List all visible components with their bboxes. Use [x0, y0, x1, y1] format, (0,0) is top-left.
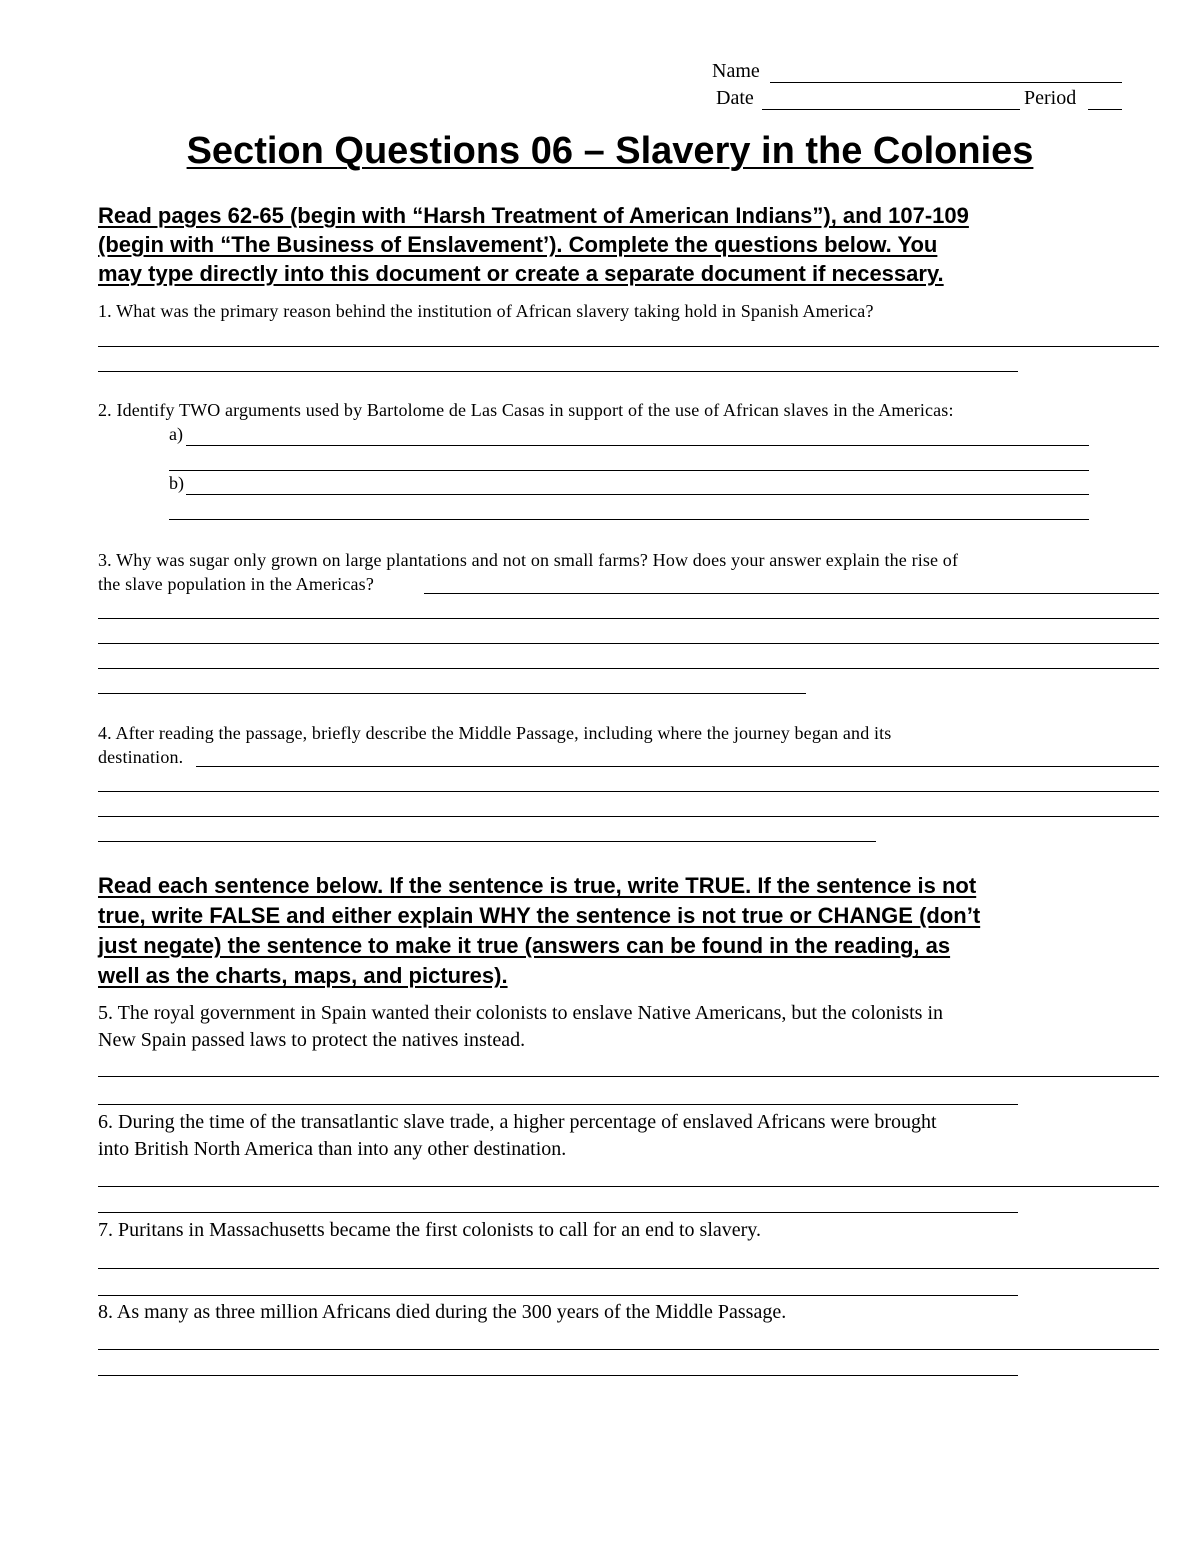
page-title: Section Questions 06 – Slavery in the Colonies: [186, 130, 1034, 172]
answer-line[interactable]: [98, 618, 1159, 619]
true-false-instructions: [98, 871, 1138, 991]
answer-line-b[interactable]: [186, 494, 1089, 495]
date-label: Date: [716, 87, 754, 109]
answer-line[interactable]: [98, 668, 1159, 669]
answer-line-a[interactable]: [186, 445, 1089, 446]
answer-line[interactable]: [98, 1349, 1159, 1350]
answer-label-b: b): [169, 473, 184, 493]
instruction-line: Read each sentence below. If the sentence is true, write TRUE. If the sentence is not: [98, 873, 977, 898]
question-2: 2. Identify TWO arguments used by Bartolome de Las Casas in support of the use of African slaves in the Americas:: [98, 400, 954, 420]
statement-8: 8. As many as three million Africans died during the 300 years of the Middle Passage.: [98, 1301, 787, 1323]
answer-line[interactable]: [98, 816, 1159, 817]
question-3-line-2: the slave population in the Americas?: [98, 574, 374, 594]
name-field[interactable]: [770, 82, 1122, 83]
answer-line[interactable]: [98, 1268, 1159, 1269]
answer-line[interactable]: [169, 519, 1089, 520]
answer-line[interactable]: [98, 1375, 1018, 1376]
instruction-line: just negate) the sentence to make it true (answers can be found in the reading, as: [98, 933, 951, 958]
date-field[interactable]: [762, 109, 1020, 110]
statement-6-line-2: into British North America than into any other destination.: [98, 1138, 567, 1160]
question-3-line-1: 3. Why was sugar only grown on large plantations and not on small farms? How does your answer explain the rise of: [98, 550, 959, 570]
instruction-line: well as the charts, maps, and pictures).: [98, 963, 508, 988]
instruction-line: Read pages 62-65 (begin with “Harsh Treatment of American Indians”), and 107-109: [98, 203, 969, 228]
question-4-line-1: 4. After reading the passage, briefly describe the Middle Passage, including where the journey began and its: [98, 723, 892, 743]
statement-7: 7. Puritans in Massachusetts became the first colonists to call for an end to slavery.: [98, 1219, 761, 1241]
answer-line[interactable]: [98, 1076, 1159, 1077]
answer-line[interactable]: [424, 593, 1159, 594]
statement-6-line-1: 6. During the time of the transatlantic slave trade, a higher percentage of enslaved Africans were brought: [98, 1111, 937, 1133]
answer-line[interactable]: [98, 1212, 1018, 1213]
answer-line[interactable]: [98, 841, 876, 842]
question-1: 1. What was the primary reason behind the institution of African slavery taking hold in Spanish America?: [98, 301, 874, 321]
answer-line[interactable]: [98, 1295, 1018, 1296]
name-label: Name: [712, 60, 760, 82]
answer-line[interactable]: [98, 693, 806, 694]
statement-5-line-2: New Spain passed laws to protect the natives instead.: [98, 1029, 526, 1051]
reading-instructions: [98, 201, 1138, 288]
instruction-line: (begin with “The Business of Enslavement’). Complete the questions below. You: [98, 232, 938, 257]
answer-line[interactable]: [196, 766, 1159, 767]
answer-line[interactable]: [98, 791, 1159, 792]
answer-line[interactable]: [98, 643, 1159, 644]
answer-line[interactable]: [98, 1104, 1018, 1105]
question-4-line-2: destination.: [98, 747, 184, 767]
statement-5-line-1: 5. The royal government in Spain wanted their colonists to enslave Native Americans, but the colonists in: [98, 1002, 944, 1024]
answer-label-a: a): [169, 424, 183, 444]
answer-line[interactable]: [169, 470, 1089, 471]
answer-line[interactable]: [98, 371, 1018, 372]
answer-line[interactable]: [98, 1186, 1159, 1187]
period-label: Period: [1024, 87, 1077, 109]
instruction-line: may type directly into this document or create a separate document if necessary.: [98, 261, 944, 286]
instruction-line: true, write FALSE and either explain WHY the sentence is not true or CHANGE (don’t: [98, 903, 981, 928]
period-field[interactable]: [1088, 109, 1122, 110]
answer-line[interactable]: [98, 346, 1159, 347]
